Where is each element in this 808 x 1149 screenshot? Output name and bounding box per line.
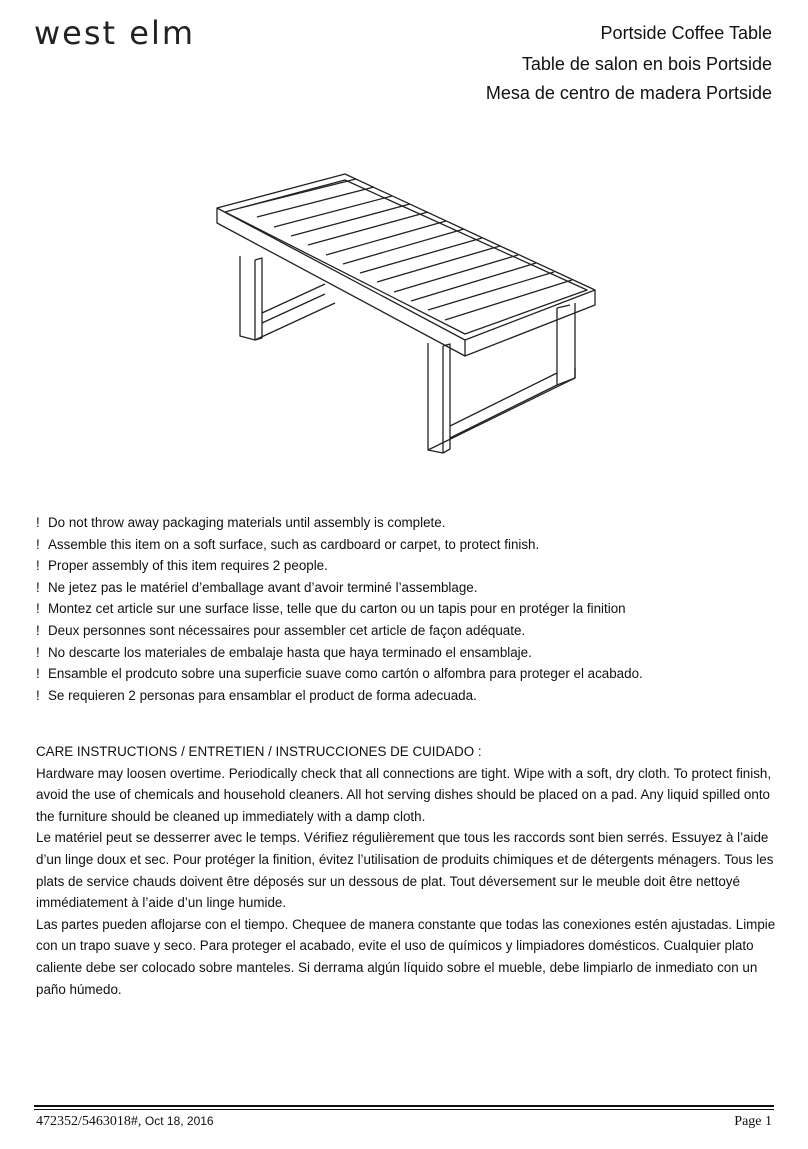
product-titles: [486, 20, 772, 108]
care-instructions: [36, 741, 776, 1000]
warning-item: ! No descarte los materiales de embalaje hasta que haya terminado el ensamblaje.: [36, 644, 532, 660]
care-text-french: Le matériel peut se desserrer avec le temps. Vérifiez régulièrement que tous les raccords sont bien serrés. Essuyez à l’aide d’un linge doux et sec. Pour protéger la finition, évitez l’utilisation de produits chimiques et de détergents ménagers. Tous les plats de service chauds doivent être déposés sur un dessous de plat. Tout déversement sur le meuble doit être nettoyé immédiatement à l’aide d’un linge humide.: [36, 830, 774, 911]
document-date: Oct 18, 2016: [144, 1114, 214, 1128]
title-french: Table de salon en bois Portside: [521, 54, 772, 74]
left-leg-frame: [240, 256, 335, 340]
footer-divider-thin: [34, 1109, 774, 1110]
warning-item: ! Assemble this item on a soft surface, such as cardboard or carpet, to protect finish.: [36, 536, 540, 552]
page-number: Page 1: [734, 1114, 772, 1129]
warning-item: ! Se requieren 2 personas para ensamblar el product de forma adecuada.: [36, 687, 477, 703]
warning-item: ! Ne jetez pas le matériel d’emballage avant d’avoir terminé l’assemblage.: [36, 579, 478, 595]
tabletop: [217, 174, 595, 356]
footer-divider: [34, 1105, 774, 1107]
warning-item: ! Ensamble el prodcuto sobre una superficie suave como cartón o alfombra para proteger el acabado.: [36, 666, 643, 682]
care-text-english: Hardware may loosen overtime. Periodically check that all connections are tight. Wipe with a soft, dry cloth. To protect finish, avoid the use of chemicals and household cleaners. All hot serving dishes should be placed on a pad. Any liquid spilled onto the furniture should be cleaned up immediately with a damp cloth.: [36, 765, 772, 824]
warning-item: ! Do not throw away packaging materials until assembly is complete.: [36, 515, 446, 530]
warnings-list: [36, 512, 643, 706]
warning-item: ! Deux personnes sont nécessaires pour assembler cet article de façon adéquate.: [36, 622, 526, 638]
care-heading: CARE INSTRUCTIONS / ENTRETIEN / INSTRUCCIONES DE CUIDADO :: [36, 744, 482, 759]
document-code: 472352/5463018#,: [36, 1114, 142, 1129]
coffee-table-illustration: [195, 168, 615, 468]
document-reference: [36, 1114, 214, 1130]
west-elm-logo: west elm: [34, 14, 195, 52]
warning-item: ! Montez cet article sur une surface lisse, telle que du carton ou un tapis pour en protéger la finition: [36, 601, 626, 617]
care-text-spanish: Las partes pueden aflojarse con el tiempo. Chequee de manera constante que todas las conexiones estén ajustadas. Limpie con un trapo suave y seco. Para proteger el acabado, evite el uso de químicos y limpiadores domésticos. Cualquier plato caliente debe ser colocado sobre manteles. Si derrama algún líquido sobre el mueble, debe limpiarlo de inmediato con un paño húmedo.: [36, 916, 776, 997]
warning-item: ! Proper assembly of this item requires 2 people.: [36, 558, 328, 574]
title-spanish: Mesa de centro de madera Portside: [485, 83, 772, 103]
title-english: Portside Coffee Table: [600, 23, 772, 43]
